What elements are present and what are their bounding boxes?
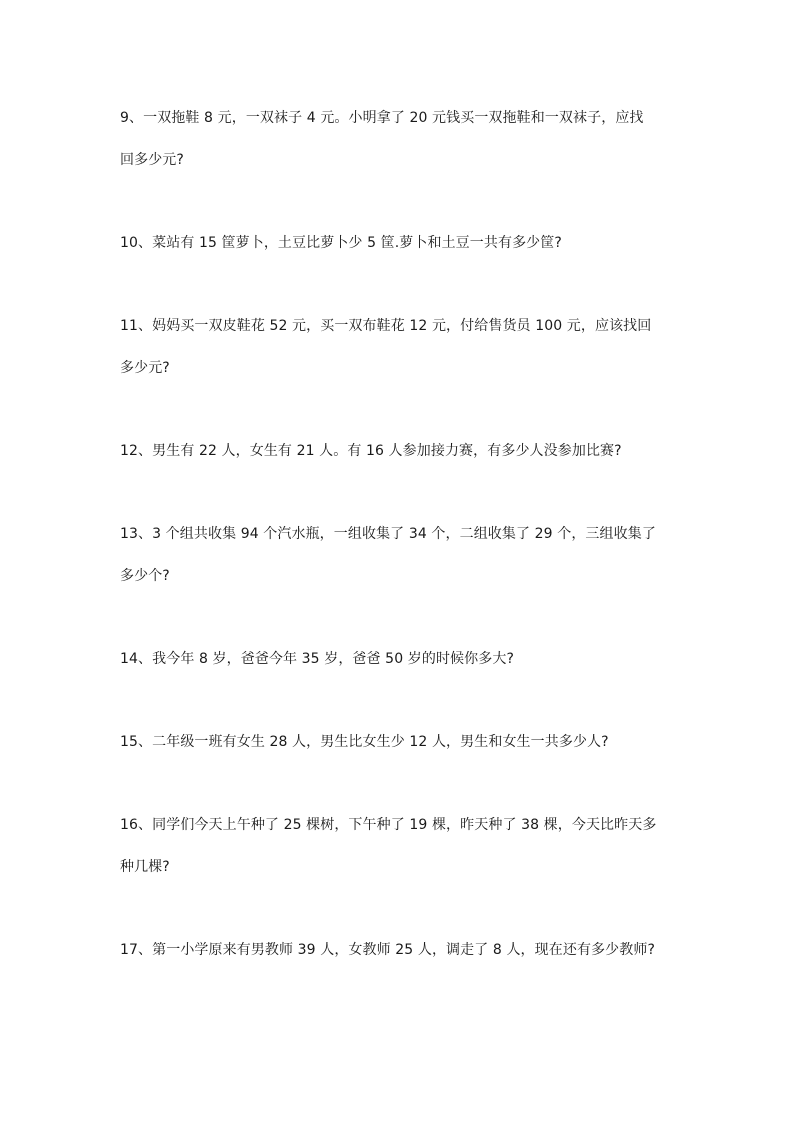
problem-13-line-2: 多少个? bbox=[120, 568, 170, 584]
problem-17-line-1: 17、第一小学原来有男教师 39 人，女教师 25 人，调走了 8 人，现在还有多少教师? bbox=[120, 942, 655, 958]
problem-15-line-1: 15、二年级一班有女生 28 人，男生比女生少 12 人，男生和女生一共多少人? bbox=[120, 734, 609, 750]
problem-11-line-2: 多少元? bbox=[120, 360, 170, 376]
problem-10-line-1: 10、菜站有 15 筐萝卜，土豆比萝卜少 5 筐.萝卜和土豆一共有多少筐? bbox=[120, 235, 562, 251]
problem-14-line-1: 14、我今年 8 岁，爸爸今年 35 岁，爸爸 50 岁的时候你多大? bbox=[120, 651, 514, 667]
problem-11-line-1: 11、妈妈买一双皮鞋花 52 元，买一双布鞋花 12 元，付给售货员 100 元，应该找回 bbox=[120, 318, 652, 334]
problem-9-line-2: 回多少元? bbox=[120, 152, 184, 168]
problem-9-line-1: 9、一双拖鞋 8 元，一双袜子 4 元。小明拿了 20 元钱买一双拖鞋和一双袜子，应找 bbox=[120, 110, 644, 126]
problem-12-line-1: 12、男生有 22 人，女生有 21 人。有 16 人参加接力赛，有多少人没参加比赛? bbox=[120, 443, 622, 459]
problem-13-line-1: 13、3 个组共收集 94 个汽水瓶，一组收集了 34 个，二组收集了 29 个，三组收集了 bbox=[120, 526, 656, 542]
problem-16-line-1: 16、同学们今天上午种了 25 棵树，下午种了 19 棵，昨天种了 38 棵，今天比昨天多 bbox=[120, 817, 657, 833]
problem-16-line-2: 种几棵? bbox=[120, 859, 170, 875]
